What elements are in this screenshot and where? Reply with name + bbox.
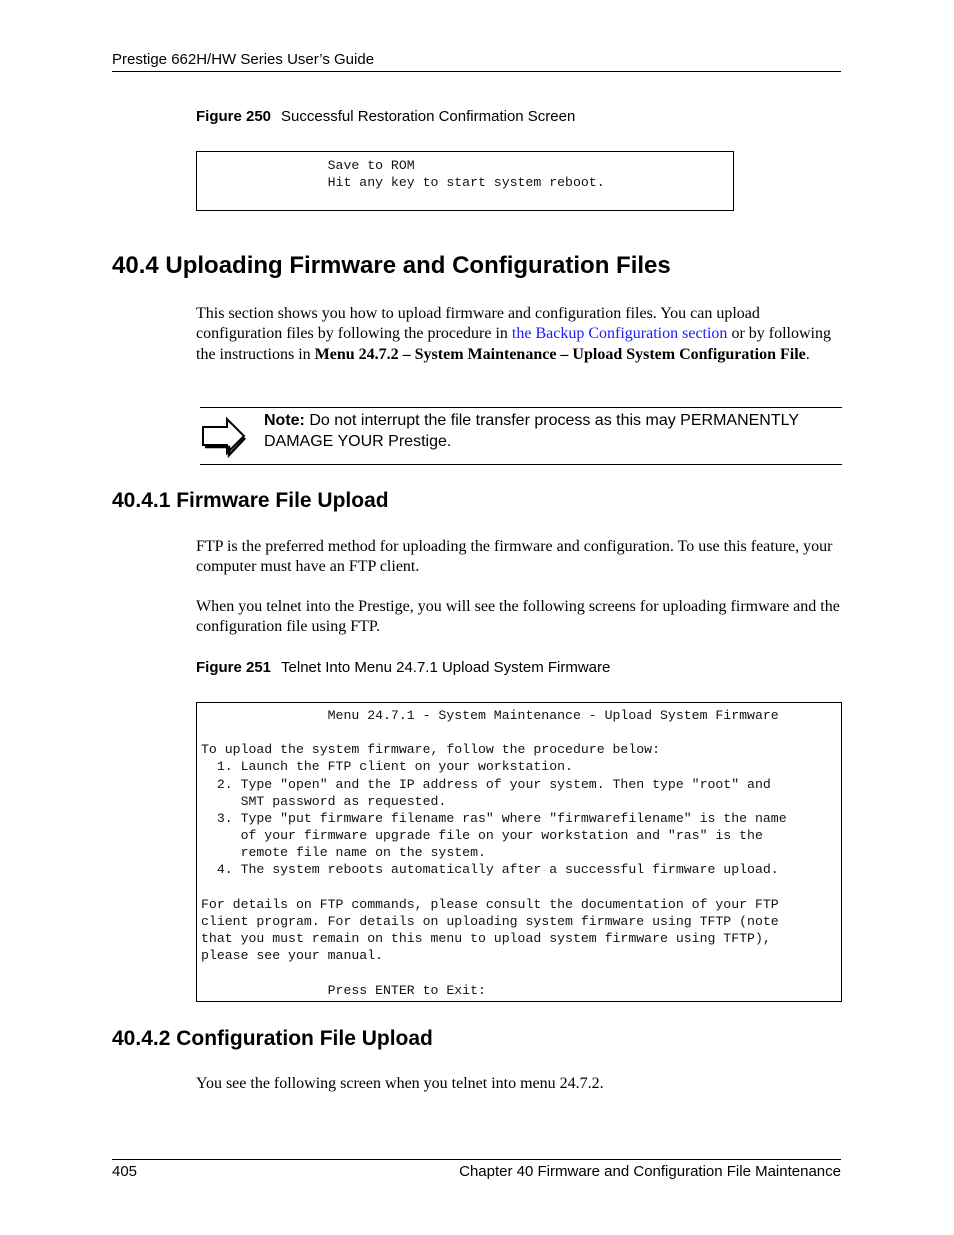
figure-251-screen bbox=[196, 702, 842, 1002]
figure-251-title: Telnet Into Menu 24.7.1 Upload System Firmware bbox=[281, 659, 611, 676]
figure-250-title: Successful Restoration Confirmation Screen bbox=[281, 108, 576, 125]
note-box bbox=[200, 407, 842, 465]
note-body: Do not interrupt the file transfer process as this may PERMANENTLY DAMAGE YOUR Prestige. bbox=[264, 412, 799, 450]
intro-text-1: This section shows you how to upload firmware and configuration files. You can upload configuration files by following the procedure in bbox=[196, 305, 760, 343]
configuration-paragraph: You see the following screen when you telnet into menu 24.7.2. bbox=[196, 1075, 604, 1092]
intro-text-3: . bbox=[805, 345, 810, 363]
note-label: Note: bbox=[264, 412, 305, 429]
firmware-paragraph-1: FTP is the preferred method for uploading the firmware and configuration. To use this feature, your computer must have an FTP client. bbox=[196, 538, 833, 576]
firmware-paragraph-2: When you telnet into the Prestige, you will see the following screens for uploading firmware and the configuration file using FTP. bbox=[196, 598, 840, 636]
figure-250-caption bbox=[196, 108, 575, 125]
intro-text-2: or by following the instructions in bbox=[196, 325, 831, 363]
figure-251-caption bbox=[196, 659, 610, 676]
running-header: Prestige 662H/HW Series User’s Guide bbox=[112, 51, 841, 72]
arrow-right-icon bbox=[200, 414, 246, 463]
backup-configuration-link[interactable]: the Backup Configuration section bbox=[511, 325, 728, 343]
subsection-heading-configuration: 40.4.2 Configuration File Upload bbox=[112, 1027, 433, 1050]
section-heading: 40.4 Uploading Firmware and Configuration Files bbox=[112, 252, 671, 279]
figure-250-label: Figure 250 bbox=[196, 108, 272, 125]
figure-251-label: Figure 251 bbox=[196, 659, 272, 676]
note-text bbox=[264, 410, 844, 452]
section-intro bbox=[196, 304, 844, 365]
figure-250-screen-text: Save to ROM Hit any key to start system reboot. bbox=[327, 158, 605, 191]
page-footer bbox=[112, 1159, 841, 1180]
subsection-heading-firmware: 40.4.1 Firmware File Upload bbox=[112, 489, 389, 512]
page-number: 405 bbox=[112, 1163, 138, 1180]
figure-250-screen bbox=[196, 151, 734, 211]
chapter-title: Chapter 40 Firmware and Configuration File Maintenance bbox=[459, 1163, 841, 1180]
figure-251-screen-text: Menu 24.7.1 - System Maintenance - Upload System Firmware To upload the system firmware, follow the procedure below: 1. Launch the FTP client on your workstation. 2. Type "open" and the IP address of your system. Then type "root" and SMT password as requested. 3. Type "put firmware filename ras" where "firmwarefilename" is the name of your firmware upgrade file on your workstation and "ras" is the remote file name on the system. 4. The system reboots automatically after a successful firmware upload. For details on FTP commands, please consult the documentation of your FTP client program. For details on uploading system firmware using TFTP (note that you must remain on this menu to upload system firmware using TFTP), please see your manual. Press ENTER to Exit: bbox=[201, 708, 787, 998]
intro-menu-reference: Menu 24.7.2 – System Maintenance – Upload System Configuration File bbox=[314, 345, 806, 363]
